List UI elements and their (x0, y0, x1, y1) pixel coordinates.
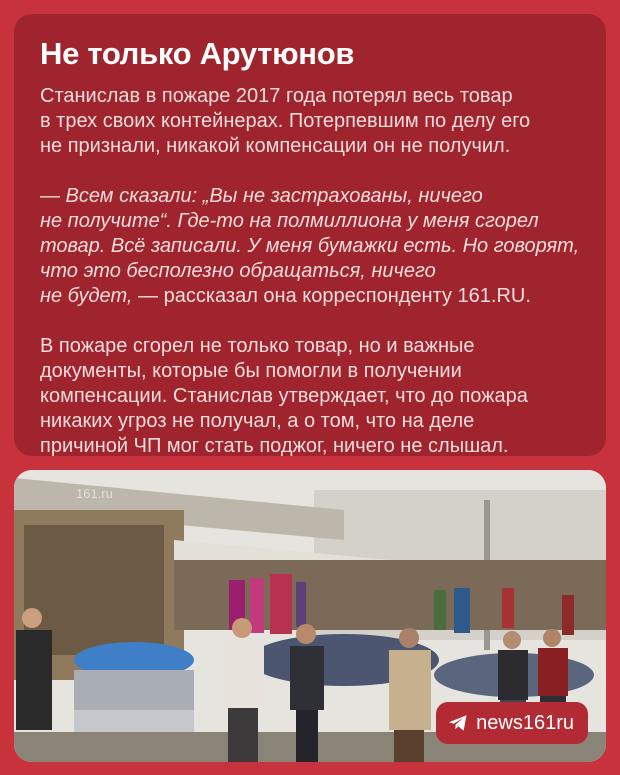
telegram-badge[interactable] (436, 702, 588, 744)
paragraph-3: В пожаре сгорел не только товар, но и важные документы, которые бы помогли в получении компенсации. Станислав утверждает, что до пожара никаких угроз не получал, а о том, что на деле причиной ЧП мог стать поджог, ничего не слышал. (40, 335, 528, 457)
quote-text: — Всем сказали: „Вы не застрахованы, ничего не получите“. Где-то на полмиллиона у меня сгорел товар. Всё записали. У меня бумажки есть. Но говорят, что это бесполезно обращаться, ничего не будет, (40, 185, 580, 307)
market-photo (14, 470, 606, 762)
card-title: Не только Арутюнов (40, 36, 355, 71)
quote-attribution: — рассказал она корреспонденту 161.RU. (132, 285, 531, 307)
text-card (14, 14, 606, 456)
quote-paragraph (40, 184, 580, 309)
telegram-icon (448, 714, 468, 732)
paragraph-1: Станислав в пожаре 2017 года потерял весь товар в трех своих контейнерах. Потерпевшим по делу его не признали, никакой компенсации он не получил. (40, 85, 531, 157)
badge-label: news161ru (476, 711, 574, 734)
photo-watermark: 161.ru (76, 486, 113, 501)
